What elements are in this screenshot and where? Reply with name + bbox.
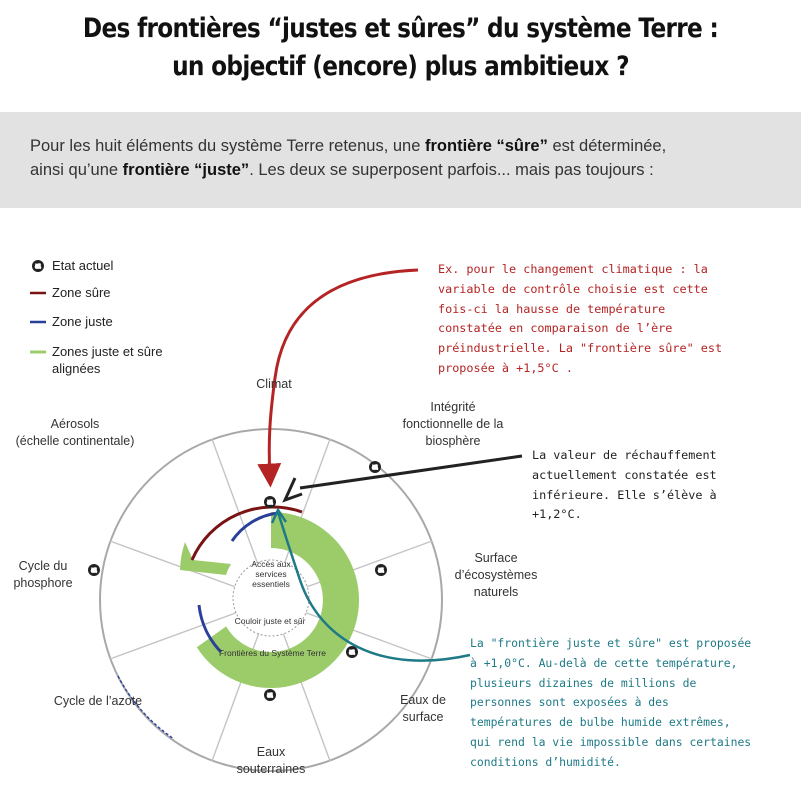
segment-label-line: surface <box>402 710 444 724</box>
intro-text-part: . Les deux se superposent parfois... mais pas toujours : <box>249 161 654 179</box>
aligned-zone-wedge <box>180 542 231 575</box>
note-line: variable de contrôle choisie est cette <box>438 281 708 296</box>
intro-text <box>30 134 790 182</box>
inner-label-line: services <box>255 569 287 579</box>
inner-label-access <box>241 559 301 589</box>
note-line: constatée en comparaison de l’ère <box>438 321 673 336</box>
intro-banner <box>0 112 801 208</box>
note-line: plusieurs dizaines de millions de <box>470 675 697 690</box>
note-line: proposée à +1,5°C . <box>438 360 573 375</box>
segment-label-line: Eaux de <box>400 693 446 707</box>
note-line: +1,2°C. <box>532 507 582 522</box>
legend-safe-label: Zone sûre <box>52 285 111 300</box>
note-line: à +1,0°C. Au-delà de cette température, <box>470 655 738 670</box>
earth-icon <box>264 496 276 508</box>
segment-label-line: naturels <box>473 585 519 599</box>
note-line: La "frontière juste et sûre" est proposée <box>470 636 752 650</box>
segment-label-line: Aérosols <box>50 417 100 431</box>
segment-label-azote: Cycle de l’azote <box>53 694 143 708</box>
segment-label-line: Intégrité <box>430 400 476 414</box>
intro-text-part: ainsi qu’une <box>30 161 123 179</box>
black-arrow-hook <box>285 478 302 500</box>
segment-label-aerosols <box>4 416 146 450</box>
note-line: La valeur de réchauffement <box>532 448 717 462</box>
inner-label-line: essentiels <box>252 579 290 589</box>
safe-boundary-term: frontière “sûre” <box>425 137 548 155</box>
intro-line-1 <box>30 134 790 158</box>
earth-icon <box>88 564 100 576</box>
inner-label-line: Accès aux <box>251 559 291 569</box>
earth-icon <box>264 689 276 701</box>
earth-icon <box>346 646 358 658</box>
segment-label-line: Cycle du <box>18 559 68 573</box>
title-line-1: Des frontières “justes et sûres” du système Terre : <box>82 13 719 44</box>
legend-aligned-label-1: Zones juste et sûre <box>52 344 163 359</box>
intro-text-part: Pour les huit éléments du système Terre retenus, une <box>30 137 425 155</box>
note-line: inférieure. Elle s’élève à <box>532 487 717 502</box>
page-title <box>56 10 745 86</box>
inner-label-boundaries: Frontières du Système Terre <box>218 648 327 658</box>
segment-label-line: biosphère <box>425 434 481 448</box>
intro-text-part: est déterminée, <box>547 137 667 155</box>
inner-label-corridor: Couloir juste et sûr <box>234 616 306 626</box>
segment-label-line: d’écosystèmes <box>454 568 538 582</box>
segment-label-eaux-surface <box>393 692 453 726</box>
earth-icon <box>375 564 387 576</box>
note-line: préindustrielle. La "frontière sûre" est <box>438 341 723 356</box>
note-line: Ex. pour le changement climatique : la <box>438 262 708 276</box>
segment-label-line: phosphore <box>13 576 73 590</box>
segment-label-phosphore <box>5 558 81 592</box>
note-line: qui rend la vie impossible dans certaines <box>470 734 752 749</box>
note-line: personnes sont exposées à des <box>470 695 669 710</box>
just-boundary-term: frontière “juste” <box>122 161 250 179</box>
segment-label-line: (échelle continentale) <box>15 434 135 448</box>
legend-current-label: Etat actuel <box>52 258 114 273</box>
earth-icon <box>369 461 381 473</box>
note-line: températures de bulbe humide extrêmes, <box>470 715 731 730</box>
segment-label-eaux-souterraines <box>226 744 316 778</box>
black-arrow <box>300 456 522 488</box>
segment-label-climat: Climat <box>256 377 292 391</box>
title-line-2: un objectif (encore) plus ambitieux ? <box>172 51 629 82</box>
note-line: fois-ci la hausse de température <box>438 301 666 316</box>
segment-label-line: souterraines <box>236 762 306 776</box>
segment-label-line: Surface <box>474 551 518 565</box>
intro-line-2 <box>30 158 790 182</box>
note-line: conditions d’humidité. <box>470 754 621 769</box>
segment-label-line: Eaux <box>256 745 286 759</box>
legend-just-label: Zone juste <box>52 314 113 329</box>
current-warming-note <box>532 446 717 525</box>
segment-label-surface <box>446 550 546 601</box>
earth-icon <box>32 260 44 272</box>
just-safe-boundary-note <box>470 634 751 773</box>
segment-label-biosphere <box>390 399 516 450</box>
legend-aligned-label-2: alignées <box>52 361 101 376</box>
note-line: actuellement constatée est <box>532 467 717 482</box>
segment-label-line: fonctionnelle de la <box>402 417 504 431</box>
climate-example-note <box>438 260 722 379</box>
